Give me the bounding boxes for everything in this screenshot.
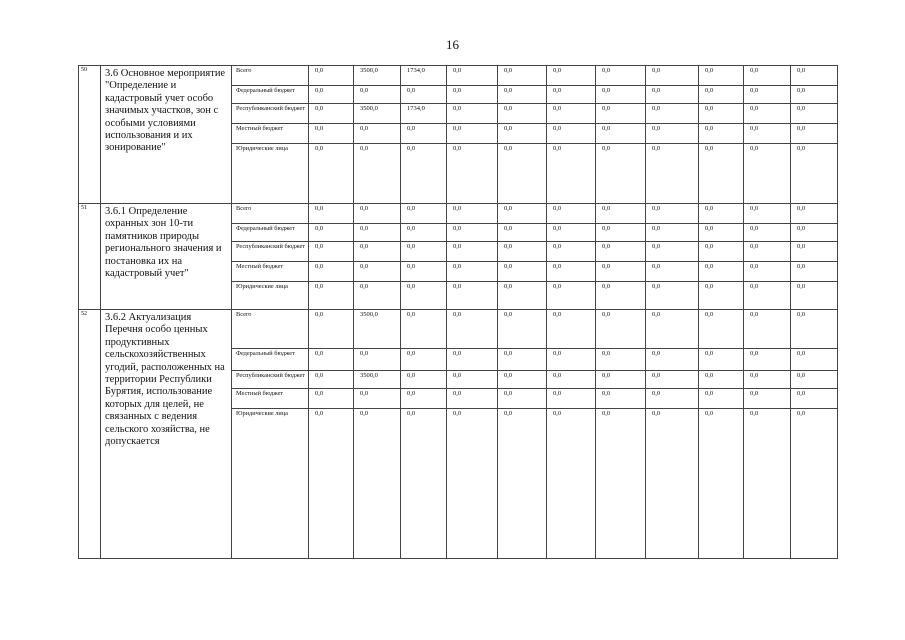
value-cell: 0,0	[309, 204, 354, 224]
value-cell: 0,0	[791, 86, 838, 104]
value-cell: 0,0	[401, 144, 447, 204]
funding-source: Федеральный бюджет	[232, 86, 309, 104]
value-cell: 0,0	[699, 242, 744, 262]
value-cell: 0,0	[596, 282, 646, 310]
budget-table	[78, 65, 838, 559]
value-cell: 0,0	[354, 224, 401, 242]
value-cell: 0,0	[498, 86, 547, 104]
value-cell: 0,0	[547, 242, 596, 262]
value-cell: 0,0	[744, 371, 791, 389]
value-cell: 0,0	[309, 349, 354, 371]
value-cell: 0,0	[447, 282, 498, 310]
value-cell: 0,0	[791, 389, 838, 409]
funding-source: Федеральный бюджет	[232, 349, 309, 371]
value-cell: 0,0	[498, 104, 547, 124]
value-cell: 0,0	[646, 144, 699, 204]
value-cell: 0,0	[309, 104, 354, 124]
value-cell: 0,0	[498, 204, 547, 224]
row-number: 51	[79, 204, 101, 310]
value-cell: 0,0	[498, 371, 547, 389]
value-cell: 0,0	[354, 349, 401, 371]
value-cell: 0,0	[791, 224, 838, 242]
value-cell: 0,0	[547, 204, 596, 224]
value-cell: 0,0	[447, 86, 498, 104]
value-cell: 0,0	[791, 409, 838, 559]
value-cell: 0,0	[447, 224, 498, 242]
value-cell: 0,0	[699, 389, 744, 409]
value-cell: 0,0	[744, 204, 791, 224]
table-row	[79, 204, 838, 224]
value-cell: 0,0	[309, 242, 354, 262]
value-cell: 0,0	[744, 144, 791, 204]
value-cell: 0,0	[498, 282, 547, 310]
value-cell: 0,0	[596, 242, 646, 262]
funding-source: Республиканский бюджет	[232, 371, 309, 389]
funding-source: Юридические лица	[232, 409, 309, 559]
value-cell: 0,0	[309, 66, 354, 86]
value-cell: 0,0	[547, 310, 596, 349]
value-cell: 0,0	[401, 349, 447, 371]
value-cell: 0,0	[699, 224, 744, 242]
value-cell: 0,0	[744, 124, 791, 144]
funding-source: Всего	[232, 204, 309, 224]
value-cell: 0,0	[744, 262, 791, 282]
value-cell: 0,0	[309, 224, 354, 242]
value-cell: 0,0	[596, 349, 646, 371]
value-cell: 1734,0	[401, 66, 447, 86]
value-cell: 0,0	[547, 282, 596, 310]
value-cell: 0,0	[309, 124, 354, 144]
value-cell: 0,0	[699, 371, 744, 389]
table-row	[79, 66, 838, 86]
value-cell: 0,0	[309, 262, 354, 282]
value-cell: 0,0	[309, 389, 354, 409]
value-cell: 0,0	[547, 144, 596, 204]
value-cell: 0,0	[447, 389, 498, 409]
value-cell: 1734,0	[401, 104, 447, 124]
value-cell: 0,0	[354, 409, 401, 559]
value-cell: 0,0	[744, 409, 791, 559]
value-cell: 0,0	[354, 242, 401, 262]
value-cell: 0,0	[447, 66, 498, 86]
value-cell: 0,0	[646, 104, 699, 124]
value-cell: 0,0	[596, 389, 646, 409]
value-cell: 0,0	[354, 204, 401, 224]
funding-source: Местный бюджет	[232, 124, 309, 144]
value-cell: 0,0	[596, 310, 646, 349]
value-cell: 0,0	[498, 349, 547, 371]
value-cell: 0,0	[498, 124, 547, 144]
value-cell: 0,0	[596, 124, 646, 144]
value-cell: 0,0	[596, 371, 646, 389]
value-cell: 0,0	[791, 144, 838, 204]
value-cell: 0,0	[354, 124, 401, 144]
value-cell: 0,0	[791, 104, 838, 124]
funding-source: Местный бюджет	[232, 389, 309, 409]
value-cell: 0,0	[354, 389, 401, 409]
value-cell: 0,0	[401, 389, 447, 409]
funding-source: Местный бюджет	[232, 262, 309, 282]
value-cell: 0,0	[447, 349, 498, 371]
value-cell: 0,0	[596, 224, 646, 242]
value-cell: 0,0	[309, 371, 354, 389]
value-cell: 0,0	[354, 262, 401, 282]
value-cell: 0,0	[646, 204, 699, 224]
value-cell: 0,0	[498, 144, 547, 204]
value-cell: 0,0	[401, 224, 447, 242]
row-number: 52	[79, 310, 101, 559]
value-cell: 0,0	[646, 242, 699, 262]
value-cell: 0,0	[309, 282, 354, 310]
value-cell: 0,0	[699, 349, 744, 371]
value-cell: 0,0	[447, 371, 498, 389]
value-cell: 0,0	[744, 86, 791, 104]
value-cell: 0,0	[401, 282, 447, 310]
value-cell: 0,0	[791, 66, 838, 86]
funding-source: Всего	[232, 310, 309, 349]
value-cell: 0,0	[596, 144, 646, 204]
value-cell: 3500,0	[354, 66, 401, 86]
value-cell: 0,0	[699, 204, 744, 224]
value-cell: 0,0	[354, 144, 401, 204]
value-cell: 0,0	[309, 86, 354, 104]
funding-source: Республиканский бюджет	[232, 104, 309, 124]
value-cell: 0,0	[791, 310, 838, 349]
value-cell: 0,0	[401, 409, 447, 559]
value-cell: 0,0	[401, 371, 447, 389]
value-cell: 0,0	[744, 282, 791, 310]
value-cell: 0,0	[447, 204, 498, 224]
value-cell: 0,0	[699, 409, 744, 559]
table-row	[79, 310, 838, 349]
value-cell: 0,0	[699, 262, 744, 282]
value-cell: 0,0	[498, 66, 547, 86]
row-number: 50	[79, 66, 101, 204]
value-cell: 0,0	[596, 409, 646, 559]
value-cell: 0,0	[646, 282, 699, 310]
value-cell: 0,0	[791, 371, 838, 389]
value-cell: 0,0	[596, 66, 646, 86]
value-cell: 0,0	[547, 224, 596, 242]
value-cell: 0,0	[744, 389, 791, 409]
value-cell: 3500,0	[354, 371, 401, 389]
activity-name: 3.6.1 Определение охранных зон 10-ти памятников природы регионального значения и постановка их на кадастровый учет"	[101, 204, 232, 310]
value-cell: 0,0	[309, 144, 354, 204]
value-cell: 0,0	[498, 224, 547, 242]
value-cell: 0,0	[401, 310, 447, 349]
value-cell: 0,0	[744, 349, 791, 371]
value-cell: 0,0	[646, 371, 699, 389]
value-cell: 0,0	[646, 86, 699, 104]
value-cell: 0,0	[309, 409, 354, 559]
value-cell: 0,0	[447, 242, 498, 262]
value-cell: 0,0	[646, 389, 699, 409]
value-cell: 0,0	[646, 262, 699, 282]
value-cell: 0,0	[354, 86, 401, 104]
value-cell: 0,0	[791, 204, 838, 224]
value-cell: 0,0	[354, 282, 401, 310]
value-cell: 0,0	[699, 66, 744, 86]
value-cell: 0,0	[401, 242, 447, 262]
value-cell: 0,0	[791, 282, 838, 310]
value-cell: 0,0	[547, 66, 596, 86]
value-cell: 0,0	[646, 349, 699, 371]
value-cell: 0,0	[447, 409, 498, 559]
value-cell: 0,0	[791, 262, 838, 282]
page-number: 16	[446, 37, 459, 52]
value-cell: 0,0	[791, 124, 838, 144]
value-cell: 0,0	[699, 282, 744, 310]
value-cell: 0,0	[744, 104, 791, 124]
value-cell: 0,0	[447, 144, 498, 204]
funding-source: Федеральный бюджет	[232, 224, 309, 242]
value-cell: 0,0	[699, 124, 744, 144]
value-cell: 0,0	[547, 124, 596, 144]
value-cell: 0,0	[447, 310, 498, 349]
value-cell: 0,0	[547, 349, 596, 371]
funding-source: Республиканский бюджет	[232, 242, 309, 262]
value-cell: 0,0	[447, 262, 498, 282]
value-cell: 0,0	[498, 310, 547, 349]
value-cell: 0,0	[596, 104, 646, 124]
value-cell: 0,0	[447, 104, 498, 124]
value-cell: 0,0	[547, 86, 596, 104]
value-cell: 0,0	[744, 242, 791, 262]
value-cell: 0,0	[791, 242, 838, 262]
value-cell: 0,0	[401, 204, 447, 224]
value-cell: 0,0	[401, 86, 447, 104]
value-cell: 0,0	[646, 310, 699, 349]
activity-name: 3.6.2 Актуализация Перечня особо ценных продуктивных сельскохозяйственных угодий, расположенных на территории Республики Бурятия, использование которых для целей, не связанных с ведения сельского хозяйства, не допускается	[101, 310, 232, 559]
value-cell: 0,0	[646, 224, 699, 242]
value-cell: 0,0	[309, 310, 354, 349]
value-cell: 0,0	[646, 409, 699, 559]
value-cell: 0,0	[744, 310, 791, 349]
value-cell: 0,0	[699, 104, 744, 124]
value-cell: 0,0	[547, 409, 596, 559]
value-cell: 0,0	[547, 104, 596, 124]
value-cell: 0,0	[547, 262, 596, 282]
value-cell: 0,0	[447, 124, 498, 144]
value-cell: 0,0	[699, 310, 744, 349]
value-cell: 0,0	[646, 124, 699, 144]
value-cell: 3500,0	[354, 310, 401, 349]
funding-source: Юридические лица	[232, 282, 309, 310]
value-cell: 0,0	[498, 409, 547, 559]
funding-source: Юридические лица	[232, 144, 309, 204]
value-cell: 0,0	[699, 86, 744, 104]
value-cell: 0,0	[596, 262, 646, 282]
value-cell: 0,0	[498, 242, 547, 262]
activity-name: 3.6 Основное мероприятие "Определение и кадастровый учет особо значимых участков, зон с особыми условиями использования и их зонирование"	[101, 66, 232, 204]
value-cell: 0,0	[547, 371, 596, 389]
value-cell: 0,0	[596, 204, 646, 224]
value-cell: 0,0	[498, 262, 547, 282]
funding-source: Всего	[232, 66, 309, 86]
value-cell: 0,0	[646, 66, 699, 86]
value-cell: 0,0	[744, 224, 791, 242]
value-cell: 0,0	[401, 124, 447, 144]
value-cell: 0,0	[596, 86, 646, 104]
value-cell: 0,0	[791, 349, 838, 371]
value-cell: 0,0	[547, 389, 596, 409]
value-cell: 0,0	[744, 66, 791, 86]
value-cell: 0,0	[699, 144, 744, 204]
value-cell: 0,0	[401, 262, 447, 282]
value-cell: 0,0	[498, 389, 547, 409]
value-cell: 3500,0	[354, 104, 401, 124]
